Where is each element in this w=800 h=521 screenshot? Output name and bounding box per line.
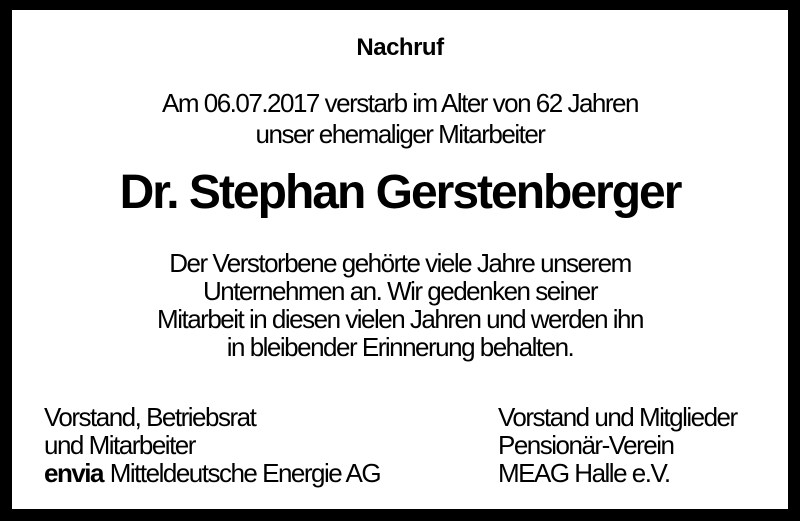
intro-text (12, 88, 788, 150)
signature-company-line (44, 459, 380, 487)
signature-line: Vorstand und Mitglieder (498, 402, 737, 432)
memorial-line: in bleibender Erinnerung behalten. (226, 332, 574, 362)
memorial-line: Der Verstorbene gehörte viele Jahre unserem (169, 248, 631, 278)
memorial-line: Unternehmen an. Wir gedenken seiner (202, 276, 598, 306)
notice-title: Nachruf (356, 34, 444, 61)
signature-line: Vorstand, Betriebsrat (44, 402, 256, 432)
signature-line: und Mitarbeiter (44, 430, 195, 460)
signature-line: Pensionär-Verein (498, 430, 674, 460)
signature-line: MEAG Halle e.V. (498, 458, 670, 488)
memorial-text (12, 249, 788, 361)
intro-line: Am 06.07.2017 verstarb im Alter von 62 Jahren (162, 88, 638, 118)
notice-paper (12, 10, 788, 509)
signature-right (498, 403, 737, 487)
intro-line: unser ehemaliger Mitarbeiter (255, 119, 545, 149)
memorial-line: Mitarbeit in diesen vielen Jahren und werden ihn (157, 304, 643, 334)
deceased-name: Dr. Stephan Gerstenberger (119, 166, 681, 219)
envia-brand: envia (44, 458, 103, 488)
signature-left (44, 403, 380, 487)
company-name: Mitteldeutsche Energie AG (109, 458, 381, 488)
